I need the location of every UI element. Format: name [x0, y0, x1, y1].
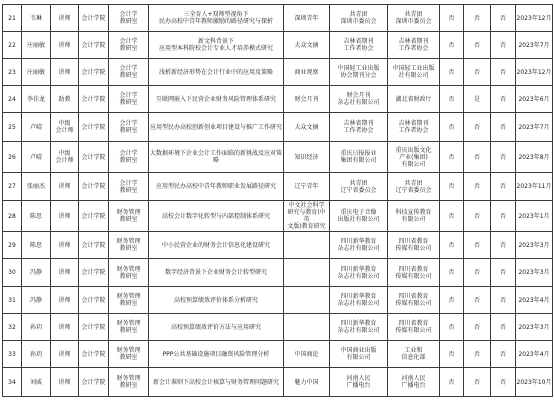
publication-name: 魅力中国 [284, 368, 330, 397]
table-row [3, 142, 553, 173]
flag-2: 否 [464, 368, 491, 397]
sponsoring-unit: 重庆出版文化 产业(集团) 有限公司 [388, 142, 440, 173]
publish-date: 2023年4月 [516, 287, 553, 314]
supervising-unit: 四川新华教育 杂志社有限公司 [330, 287, 388, 314]
flag-3: 否 [491, 173, 516, 201]
flag-2: 否 [464, 201, 491, 232]
flag-3: 否 [491, 113, 516, 142]
college-name: 会计学院 [79, 287, 109, 314]
college-name: 会计学院 [79, 201, 109, 232]
achievement-title: 高校预算绩效评价体系分析研究 [149, 287, 284, 314]
row-number: 24 [3, 86, 22, 113]
college-name: 会计学院 [79, 368, 109, 397]
row-number: 34 [3, 368, 22, 397]
achievement-title: 大数据环境下企业会计工作面临的新挑战及应对策略 [149, 142, 284, 173]
table-row [3, 86, 553, 113]
publish-date: 2023年7月 [516, 113, 553, 142]
teaching-unit: 会计学 教研室 [109, 32, 149, 59]
flag-2: 否 [464, 59, 491, 86]
table-row [3, 201, 553, 232]
row-number: 23 [3, 59, 22, 86]
college-name: 会计学院 [79, 314, 109, 341]
row-number: 26 [3, 142, 22, 173]
teaching-unit: 财务管理 教研室 [109, 232, 149, 259]
publish-date: 2023年3月 [516, 232, 553, 259]
publish-date: 2023年8月 [516, 142, 553, 173]
teaching-unit: 财务管理 教研室 [109, 259, 149, 287]
publish-date: 2023年3月 [516, 259, 553, 287]
author-name: 陈思 [22, 232, 51, 259]
college-name: 会计学院 [79, 32, 109, 59]
supervising-unit: 中国轻工业出版 协会期刊分会 [330, 59, 388, 86]
supervising-unit: 四川新华教育 杂志社有限公司 [330, 232, 388, 259]
author-name: 李佳龙 [22, 86, 51, 113]
author-rank: 中级 会计师 [51, 142, 79, 173]
flag-1: 否 [440, 173, 464, 201]
flag-1: 否 [440, 142, 464, 173]
sponsoring-unit: 工业和 信息化部 [388, 341, 440, 368]
flag-1: 否 [440, 5, 464, 32]
author-name: 庄丽敏 [22, 32, 51, 59]
flag-2: 否 [464, 287, 491, 314]
publish-date: 2023年7月 [516, 32, 553, 59]
flag-2: 否 [464, 314, 491, 341]
flag-3: 否 [491, 368, 516, 397]
achievement-title: 新会计准则下高校会计核算与财务管理问题研究 [149, 368, 284, 397]
flag-3: 否 [491, 32, 516, 59]
author-rank: 讲师 [51, 5, 79, 32]
achievement-title: 中小民营企业的财务会计信息化建设研究 [149, 232, 284, 259]
table-row [3, 368, 553, 397]
publication-name [284, 314, 330, 341]
flag-1: 否 [440, 201, 464, 232]
supervising-unit: 重庆日报报业 集团有限公司 [330, 142, 388, 173]
flag-2: 否 [464, 173, 491, 201]
sponsoring-unit: 共青团 辽宁省委员会 [388, 173, 440, 201]
author-rank: 讲师 [51, 368, 79, 397]
flag-3: 否 [491, 287, 516, 314]
author-name: 庄丽敏 [22, 59, 51, 86]
supervising-unit: 河南人民 广播电台 [330, 368, 388, 397]
sponsoring-unit: 吉林省期刊 工作者协会 [388, 32, 440, 59]
college-name: 会计学院 [79, 113, 109, 142]
flag-2: 否 [464, 32, 491, 59]
sponsoring-unit: 共青团 深圳市委员会 [388, 5, 440, 32]
supervising-unit: 吉林省期刊 工作者协会 [330, 32, 388, 59]
achievement-title: 高校会计数字化转型与内部控制体系研究 [149, 201, 284, 232]
flag-2: 否 [464, 341, 491, 368]
table-row [3, 259, 553, 287]
sponsoring-unit: 吉林省期刊 工作者协会 [388, 113, 440, 142]
table-row [3, 173, 553, 201]
author-rank: 讲师 [51, 314, 79, 341]
teaching-unit: 财务管理 教研室 [109, 201, 149, 232]
sponsoring-unit: 中国轻工业出版 社有限公司 [388, 59, 440, 86]
author-rank: 讲师 [51, 59, 79, 86]
author-rank: 讲师 [51, 341, 79, 368]
flag-2: 否 [464, 113, 491, 142]
flag-1: 否 [440, 341, 464, 368]
achievement-title: PPP公共基础设施项目融资风险管理分析 [149, 341, 284, 368]
publication-name: 大众文摘 [284, 113, 330, 142]
author-name: 卢晴 [22, 142, 51, 173]
flag-3: 否 [491, 5, 516, 32]
publish-date: 2023年1月 [516, 201, 553, 232]
flag-1: 否 [440, 287, 464, 314]
supervising-unit: 共青团 深圳市委员会 [330, 5, 388, 32]
achievement-title: 浅析新经济形势在会计行业中的应用及策略 [149, 59, 284, 86]
college-name: 会计学院 [79, 59, 109, 86]
row-number: 22 [3, 32, 22, 59]
author-name: 张丽杰 [22, 173, 51, 201]
publication-name [284, 287, 330, 314]
supervising-unit: 四川新华教育 杂志社有限公司 [330, 259, 388, 287]
flag-1: 否 [440, 32, 464, 59]
flag-3: 否 [491, 259, 516, 287]
achievement-title: 高校预算绩效评价方法与应用研究 [149, 314, 284, 341]
achievement-title: 应用型民办高校创新创业项目建设与推广工作研究 [149, 113, 284, 142]
sponsoring-unit: 科技宣传教育 有限公司 [388, 201, 440, 232]
flag-1: 否 [440, 368, 464, 397]
flag-3: 否 [491, 232, 516, 259]
publish-date: 2023年11月 [516, 173, 553, 201]
publication-name [284, 232, 330, 259]
publication-name: 大众文摘 [284, 32, 330, 59]
publish-date: 2023年10月 [516, 368, 553, 397]
publish-date: 2023年12月 [516, 59, 553, 86]
achievements-table [2, 4, 553, 397]
achievement-title: 三全育人+双师型视角下 民办高校中青年教师激励的路径研究与探析 [149, 5, 284, 32]
college-name: 会计学院 [79, 5, 109, 32]
row-number: 27 [3, 173, 22, 201]
author-rank: 讲师 [51, 173, 79, 201]
sponsoring-unit: 四川省教育 传媒有限公司 [388, 232, 440, 259]
teaching-unit: 会计学 教研室 [109, 142, 149, 173]
publication-name [284, 259, 330, 287]
flag-3: 否 [491, 86, 516, 113]
author-name: 卢晴 [22, 113, 51, 142]
flag-1: 否 [440, 314, 464, 341]
row-number: 32 [3, 314, 22, 341]
teaching-unit: 会计学 教研室 [109, 113, 149, 142]
row-number: 25 [3, 113, 22, 142]
table-row [3, 5, 553, 32]
flag-3: 否 [491, 201, 516, 232]
author-rank: 助教 [51, 86, 79, 113]
table-body [3, 5, 553, 397]
college-name: 会计学院 [79, 341, 109, 368]
author-name: 陈思 [22, 201, 51, 232]
achievement-title: 新文科背景下 应用型本科院校会计专业人才培养模式研究 [149, 32, 284, 59]
teaching-unit: 会计学 教研室 [109, 173, 149, 201]
publication-name: 深圳青年 [284, 5, 330, 32]
publish-date: 2023年3月 [516, 314, 553, 341]
flag-1: 否 [440, 113, 464, 142]
author-name: 韦琳 [22, 5, 51, 32]
row-number: 21 [3, 5, 22, 32]
author-rank: 中级 会计师 [51, 113, 79, 142]
publication-name: 中国商论 [284, 341, 330, 368]
row-number: 28 [3, 201, 22, 232]
publication-name: 商业观察 [284, 59, 330, 86]
flag-1: 否 [440, 59, 464, 86]
supervising-unit: 中国商业出版 有限公司 [330, 341, 388, 368]
author-name: 孙玥 [22, 341, 51, 368]
college-name: 会计学院 [79, 259, 109, 287]
flag-2: 否 [464, 259, 491, 287]
achievement-title: 互联网嵌入下民营企业财务风险管理体系研究 [149, 86, 284, 113]
publication-name: 中文社会科学 研究与教育(中英 文版)教育研究 [284, 201, 330, 232]
flag-1: 否 [440, 259, 464, 287]
author-rank: 讲师 [51, 259, 79, 287]
publication-name: 财会月刊 [284, 86, 330, 113]
supervising-unit: 财会月刊 杂志社有限公司 [330, 86, 388, 113]
college-name: 会计学院 [79, 142, 109, 173]
publication-name: 辽宁青年 [284, 173, 330, 201]
table-row [3, 113, 553, 142]
flag-3: 否 [491, 341, 516, 368]
flag-3: 否 [491, 142, 516, 173]
teaching-unit: 会计学 教研室 [109, 86, 149, 113]
flag-1: 否 [440, 86, 464, 113]
publication-name: 知识经济 [284, 142, 330, 173]
sponsoring-unit: 河南人民 广播电台 [388, 368, 440, 397]
flag-3: 否 [491, 59, 516, 86]
college-name: 会计学院 [79, 232, 109, 259]
author-rank: 讲师 [51, 287, 79, 314]
sponsoring-unit: 四川省教育 传媒有限公司 [388, 287, 440, 314]
teaching-unit: 财务管理 教研室 [109, 368, 149, 397]
table-row [3, 32, 553, 59]
publish-date: 2023年4月 [516, 341, 553, 368]
table-row [3, 341, 553, 368]
author-name: 冯静 [22, 259, 51, 287]
author-name: 孙玥 [22, 314, 51, 341]
supervising-unit: 共青团 辽宁省委员会 [330, 173, 388, 201]
author-rank: 讲师 [51, 201, 79, 232]
table-row [3, 287, 553, 314]
achievement-title: 数字经济背景下企业财务会计转型研究 [149, 259, 284, 287]
table-row [3, 314, 553, 341]
teaching-unit: 会计学 教研室 [109, 5, 149, 32]
publish-date: 2023年6月 [516, 86, 553, 113]
author-rank: 讲师 [51, 232, 79, 259]
table-row [3, 232, 553, 259]
row-number: 31 [3, 287, 22, 314]
teaching-unit: 财务管理 教研室 [109, 341, 149, 368]
teaching-unit: 财务管理 教研室 [109, 314, 149, 341]
supervising-unit: 吉林省期刊 工作者协会 [330, 113, 388, 142]
flag-2: 否 [464, 232, 491, 259]
row-number: 30 [3, 259, 22, 287]
college-name: 会计学院 [79, 86, 109, 113]
table-row [3, 59, 553, 86]
row-number: 33 [3, 341, 22, 368]
row-number: 29 [3, 232, 22, 259]
achievement-title: 应用型民办高校中青年教师职业发展路径研究 [149, 173, 284, 201]
flag-2: 否 [464, 5, 491, 32]
flag-3: 否 [491, 314, 516, 341]
sponsoring-unit: 四川省教育 传媒有限公司 [388, 259, 440, 287]
author-name: 冯静 [22, 287, 51, 314]
teaching-unit: 财务管理 教研室 [109, 287, 149, 314]
teaching-unit: 会计学 教研室 [109, 59, 149, 86]
flag-2: 否 [464, 142, 491, 173]
flag-1: 否 [440, 232, 464, 259]
author-rank: 讲师 [51, 32, 79, 59]
college-name: 会计学院 [79, 173, 109, 201]
supervising-unit: 四川新华教育 杂志社有限公司 [330, 314, 388, 341]
sponsoring-unit: 湖北省财政厅 [388, 86, 440, 113]
supervising-unit: 重庆电子音像 出版社有限公司 [330, 201, 388, 232]
author-name: 刘威 [22, 368, 51, 397]
flag-2: 是 [464, 86, 491, 113]
sponsoring-unit: 四川省教育 传媒有限公司 [388, 314, 440, 341]
publish-date: 2023年12月 [516, 5, 553, 32]
